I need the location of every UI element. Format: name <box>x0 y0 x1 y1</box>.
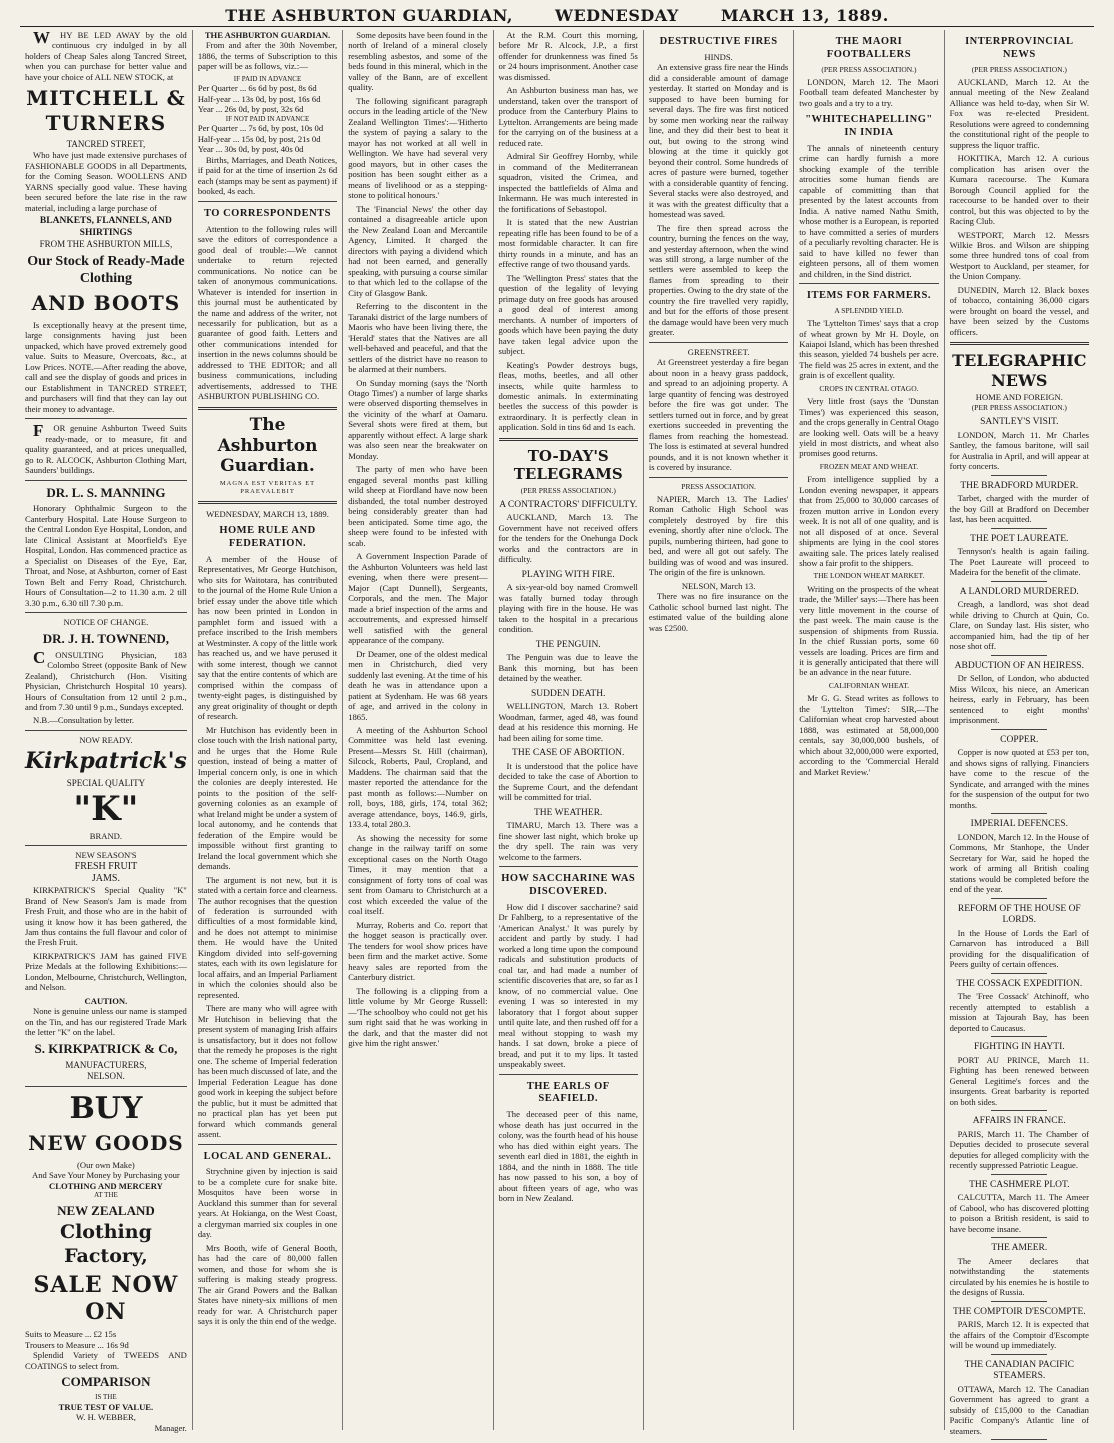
telegraphic-press: (PER PRESS ASSOCIATION.) <box>971 402 1067 412</box>
maori-body: LONDON, March 12. The Maori Football team defeated Manchester by two goals and a try to a try. <box>799 76 939 108</box>
rates-line: Half-year ... 15s 0d, by post, 21s 0d <box>197 133 321 144</box>
column-5-fires <box>644 30 794 1430</box>
ad-suits-price: Suits to Measure ... £2 15s <box>25 1329 117 1340</box>
column-2-editorial <box>193 30 343 1430</box>
ad-kirkpatrick: Kirkpatrick's <box>25 748 187 775</box>
column-3-news <box>343 30 493 1430</box>
ad-factory: Clothing Factory, <box>59 1221 152 1267</box>
telegraphic-item-head: COPPER. <box>1000 734 1039 745</box>
interprovincial-sub: (PER PRESS ASSOCIATION.) <box>971 64 1067 74</box>
telegram-head: PLAYING WITH FIRE. <box>521 569 615 580</box>
rates-line: Per Quarter ... 7s 6d, by post, 10s 0d <box>197 123 324 134</box>
ad-now-ready: NOW READY. <box>79 734 133 745</box>
ad-doctor-body: Honorary Ophthalmic Surgeon to the Canterbury Hospital. Late House Surgeon to the Central London Eye Hospital, London, and late Clinical Assistant at Moorfield's Eye Hospital, London. Has commenced practice as a Specialist on Diseases of the Eye, Ear, Throat, and Nose, at Ashburton, corner of East Town Belt and Ferry Road, Christchurch. Hours of Consultation—2 to 11.30 a.m. 2 till 3.30 p.m., 6.30 till 7.30 p.m. <box>25 503 187 608</box>
telegraphic-item-body: PARIS, March 12. It is expected that the affairs of the Comptoir d'Escompte will be wound up immediately. <box>949 1319 1089 1351</box>
ad-splendid: Splendid Variety of TWEEDS AND COATINGS to select from. <box>25 1350 187 1371</box>
ad-kirk-body: KIRKPATRICK'S Special Quality "K" Brand of New Season's Jam is made from Fresh Fruit, and those who are in the habit of using it know how it has been gathered, the Jam thus contains the full flavour and color of the Fresh Fruit. <box>25 885 187 948</box>
ad-street: TANCRED STREET, <box>66 139 146 150</box>
leader-para: A member of the House of Representatives, Mr George Hutchison, who sits for Waitotara, has contributed to the journal of the Home Rule Union a brief essay under the above title which has now been printed in London in pamphlet form and issued with a preface inscribed to the Irish members at Westminster. A copy of the little work has reached us, and we have perused it with some interest, though we cannot say that the entire contents of which are comprised within the compass of twenty-eight pages, is distinguished by any great originality of thought or depth of research. <box>197 554 338 722</box>
fires-sub: HINDS. <box>704 51 733 62</box>
greenstreet-body: At Greenstreet yesterday a fire began about noon in a heavy grass paddock, and spread to an adjoining property. A large quantity of fencing was destroyed before the fire was got under. The settlers turned out in force, and by great exertions succeeded in preventing the flames from reaching the homestead. The loss is estimated at several hundred pounds, and it is not known whether it is covered by insurance. <box>648 357 789 473</box>
ad-boots: AND BOOTS <box>31 291 181 316</box>
rates-intro: From and after the 30th November, 1886, the terms of Subscription to this paper will be as follows, viz.:— <box>197 40 338 72</box>
californian-title: CALIFORNIAN WHEAT. <box>828 680 910 690</box>
napier-body: NAPIER, March 13. The Ladies' Roman Catholic High School was completely destroyed by fire this evening, shortly after nine o'clock. The pupils, numbering thirteen, had gone to bed, and were all got out safely. The building was of wood and was insured. The origin of the fire is unknown. <box>648 493 789 578</box>
telegrams-press: (PER PRESS ASSOCIATION.) <box>520 485 616 495</box>
telegraphic-item-head: A LANDLORD MURDERED. <box>959 586 1079 597</box>
column-4-telegrams <box>494 30 644 1430</box>
telegram-body: TIMARU, March 13. There was a fine shower last night, which broke up the dry spell. The rain was very welcome to the farmers. <box>498 820 638 862</box>
news-para: Admiral Sir Geoffrey Hornby, while in command of the Mediterranean squadron, visited the Crimea, and inspected the battlefields of Alma and Inkermann. He was much interested in the fortifications of Sebastopol. <box>498 151 638 214</box>
telegram-body: The Penguin was due to leave the Bank this morning, but has been detained by the weather. <box>498 652 638 684</box>
rates-line: Year ... 30s 0d, by post, 40s 0d <box>197 144 304 155</box>
leader-para: The argument is not new, but it is stated with a certain force and clearness. The author recognises that the question of federation is surrounded with difficulties of a most formidable kind, and he does not attempt to minimise them. He would have the United Kingdom divided into self-governing states, each with its own legislature for local affairs, and an Imperial Parliament in which the colonies should also be represented. <box>197 874 338 1000</box>
fires-body: The fire then spread across the country, burning the fences on the way, and yesterday afternoon, when the wind was still strong, a large number of the settlers were assembled to keep the flames from spreading to their properties. Owing to the dry state of the country the fire travelled very rapidly, and but for the efforts of those present the damage would have been very much greater. <box>648 222 789 338</box>
press-association: PRESS ASSOCIATION. <box>681 481 756 491</box>
masthead <box>20 6 1094 27</box>
telegram-body: WELLINGTON, March 13. Robert Woodman, farmer, aged 48, was found dead at his residence this morning. He had been ailing for some time. <box>498 701 638 743</box>
news-para: As showing the necessity for some change in the railway tariff on some exceptional cases on the North Otago Times, it may mention that a consignment of forty tons of coal was sent from Oamaru to Christchurch at a cost which exceeded the value of the coal itself. <box>348 832 488 917</box>
ad-is-the: IS THE <box>95 1393 117 1402</box>
news-para: Murray, Roberts and Co. report that the hogget season is practically over. The tenders for wool show prices have been firm and the market active. Some heavy sales are reported from the Canterbury district. <box>348 919 488 983</box>
ad-blankets: BLANKETS, FLANNELS, AND SHIRTINGS <box>39 216 172 238</box>
news-para: Some deposits have been found in the north of Ireland of a mineral closely resembling asbestos, and some of the beds found in this mineral, which in the valley of the Bann, are of excellent quality. <box>348 30 488 93</box>
ad-season: NEW SEASON'S <box>75 850 137 861</box>
nelson-body: There was no fire insurance on the Catholic school burned last night. The estimated value of the building alone was £2500. <box>648 591 789 633</box>
ad-webber: W. H. WEBBER, <box>75 1412 136 1423</box>
masthead-date: MARCH 13, 1889. <box>720 6 889 25</box>
telegraphic-item-body: LONDON, March 12. In the House of Commons, Mr Stanhope, the Under Secretary for War, said he hoped the work of arming all British coaling stations would be completed before the end of the year. <box>949 831 1089 895</box>
news-para: Dr Deamer, one of the oldest medical men in Christchurch, died very suddenly last evening. At the time of his death he was in attendance upon a patient at Sydenham. He was 68 years of age, and arrived in the colony in 1865. <box>348 648 488 722</box>
telegraphic-item-body: Tennyson's health is again failing. The Poet Laureate will proceed to Madeira for the benefit of the climate. <box>949 546 1089 578</box>
paper-date: WEDNESDAY, MARCH 13, 1889. <box>206 508 329 519</box>
paper-name: The Ashburton Guardian. <box>217 414 318 477</box>
telegraphic-item-head: THE CASHMERE PLOT. <box>969 1179 1070 1190</box>
rates-title: THE ASHBURTON GUARDIAN. <box>204 30 331 40</box>
news-para: Referring to the discontent in the Taranaki district of the large numbers of Maoris who have been living there, the 'Herald' states that the Natives are all well-behaved and peaceful, and that the settlers of the district have no reason to be alarmed at their numbers. <box>348 301 488 375</box>
telegraphic-item-head: FIGHTING IN HAYTI. <box>973 1042 1065 1053</box>
telegraphic-item-head: THE BRADFORD MURDER. <box>960 480 1079 491</box>
farmers-title: ITEMS FOR FARMERS. <box>806 290 931 302</box>
news-para: The 'Financial News' the other day contained a disagreeable article upon the New Zealand Loan and Mercantile Agency, Limited. It charged the directors with paying a dividend which had not been earned, and generally speaking, with pursuing a course similar to that which led to the collapse of the City of Glasgow Bank. <box>348 203 488 298</box>
ad-buy: BUY <box>69 1090 143 1126</box>
ad-firm-name: MITCHELL & TURNERS <box>26 86 186 135</box>
telegraphic-title: TELEGRAPHIC NEWS <box>952 351 1087 390</box>
rates-line: Per Quarter ... 6s 6d by post, 8s 6d <box>197 83 317 94</box>
saccharine-body: How did I discover saccharine? said Dr Fahlberg, to a representative of the 'American Analyst.' It was purely by accident and partly by study. I had worked a long time upon the compound radicals and substitution products of coal tar, and had made a number of scientific discoveries that are, so far as I know, of no commercial value. One evening I was so interested in my laboratory that I forgot about supper until quite late, and then rushed off for a meal without stopping to wash my hands. I sat down, broke a piece of bread, and put it to my lips. It tasted unspeakably sweet. <box>498 901 638 1070</box>
whitechapel-body: The annals of nineteenth century crime can hardly furnish a more shocking example of the terrible atrocities some human fiends are capable of committing than that presented by the latest accounts from India. A native named Nathu Smith, whose mother is a European, is reported to have committed a series of murders of a peculiarly revolting character. He is said to have killed no fewer than eighteen persons, all of them women and children, in the Sind district. <box>799 142 939 279</box>
news-para: A meeting of the Ashburton School Committee was held last evening. Present—Messrs St. Hill (chairman), Silcock, Roberts, Paul, Cropland, and Maddens. The chairman said that the master reported the attendance for the past month as follows:—Number on roll, boys, 188, girls, 174, total 362; average attendance, boys, 146.9, girls, 133.4, total 280.3. <box>348 725 488 830</box>
telegraphic-list <box>950 417 1089 1440</box>
ad-comparison: COMPARISON <box>61 1374 151 1390</box>
rates-line: Year ... 26s 0d, by post, 32s 6d <box>197 104 304 115</box>
telegrams-title: TO-DAY'S TELEGRAMS <box>513 446 623 484</box>
telegraphic-item-body: The Ameer declares that notwithstanding the statements circulated by his enemies he is hostile to the designs of Russia. <box>949 1255 1089 1298</box>
ad-firm-body: Who have just made extensive purchases of FASHIONABLE GOODS in all Departments, for the Coming Season. WOOLLENS AND YARNS specially good value. These having been secured before the late rise in the raw material, including a large purchase of <box>25 150 187 213</box>
ad-save: And Save Your Money by Purchasing your <box>32 1170 180 1181</box>
news-para: The 'Wellington Press' states that the question of the legality of levying primage duty on free goods has aroused a good deal of interest among merchants. A number of importers of goods which have been paying the duty have taken legal advice upon the subject. <box>498 272 638 357</box>
ad-sale: SALE NOW ON <box>33 1271 179 1325</box>
ad-mills: FROM THE ASHBURTON MILLS, <box>39 239 173 250</box>
telegraphic-item-body: LONDON, March 11. Mr Charles Santley, the famous baritone, will sail for Australia in April, and will appear at forty concerts. <box>949 429 1089 472</box>
fires-title: DESTRUCTIVE FIRES <box>659 36 778 47</box>
telegraphic-item-body: Creagh, a landlord, was shot dead while driving to Church at Quin, Co. Clare, on Sunday last. His sister, who accompanied him, had the tip of her nose shot off. <box>949 599 1089 652</box>
column-1-advertisements <box>20 28 193 1433</box>
interprovincial-para: DUNEDIN, March 12. Black boxes of tobacco, containing 36,000 cigars were brought on board the vessel, and have been seized by the Customs officers. <box>949 284 1089 337</box>
leader-title: HOME RULE AND FEDERATION. <box>219 525 316 550</box>
news-para: At the R.M. Court this morning, before Mr R. Alcock, J.P., a first offender for drunkenness was fined 5s or 24 hours imprisonment. Another case was dismissed. <box>498 30 638 82</box>
leader-para: Mr Hutchison has evidently been in close touch with the Irish national party, and he urges that the Home Rule question, instead of being a matter of Imperial concern only, is one in which the colonies are deeply interested. He points to the position of the self-governing colonies as an example of what Ireland might be under a system of local autonomy, and he contends that federation of the Empire would be impossible without first granting to Ireland the local government which she demands. <box>197 724 338 872</box>
ad-kirk-company: S. KIRKPATRICK & Co, <box>34 1040 178 1056</box>
masthead-day: WEDNESDAY <box>555 6 679 25</box>
telegraphic-item-head: AFFAIRS IN FRANCE. <box>972 1116 1066 1127</box>
ad-doctor-name: DR. L. S. MANNING <box>46 484 166 500</box>
news-para: On Sunday morning (says the 'North Otago Times') a number of large sharks were observed disporting themselves in the vicinity of the wharf at Oamaru. Several shots were fired at them, but apparently without effect. A large shark was also seen near the breakwater on Monday. <box>348 377 488 461</box>
telegraphic-item-head: THE COSSACK EXPEDITION. <box>956 978 1083 989</box>
paper-motto: MAGNA EST VERITAS ET PRAEVALEBIT <box>219 480 316 495</box>
telegraphic-item-head: THE CANADIAN PACIFIC STEAMERS. <box>964 1359 1075 1382</box>
telegram-body: A six-year-old boy named Cromwell was fatally burned today through playing with fire in the house. He was taken to the hospital in a precarious condition. <box>498 582 638 635</box>
news-para: An Ashburton business man has, we understand, taken over the transport of produce from the Canterbury Plains to Lyttelton. Arrangements are being made for the carrying on of the business at a reduced rate. <box>498 85 638 148</box>
maori-sub: (PER PRESS ASSOCIATION.) <box>821 64 917 74</box>
rates-line: Half-year ... 13s 0d, by post, 16s 6d <box>197 93 321 104</box>
telegraphic-item-head: THE AMEER. <box>991 1243 1048 1254</box>
ad-manufacturers: MANUFACTURERS, <box>65 1059 147 1070</box>
telegraphic-item-body: In the House of Lords the Earl of Carnarvon has introduced a Bill providing for the disqualification of Peers guilty of certain offences. <box>949 927 1089 970</box>
ad-tweed: FOR genuine Ashburton Tweed Suits ready-made, or to measure, fit and quality guaranteed, and at prices unequalled, go to R. ALCOCK, Ashburton Clothing Mart, Saunders' buildings. <box>25 421 187 476</box>
telegraphic-item-body: The 'Free Cossack' Atchinoff, who recently attempted to establish a mission at Tajourah Bay, has been deported to Caucasus. <box>949 991 1089 1033</box>
interprovincial-para: AUCKLAND, March 12. At the annual meeting of the New Zealand Alliance was held to-day, when Sir W. Fox was re-elected President. Resolutions were agreed to condemning the constitutional right of the people to suppress the liquor traffic. <box>949 76 1089 150</box>
telegram-head: THE WEATHER. <box>534 807 603 818</box>
frozen-body: From intelligence supplied by a London evening newspaper, it appears that from 25,000 to 30,000 carcases of frozen mutton arrive in London every week. It is not all of one quality, and is not all disposed of at once. Several shipments are lying in the cool stores awaiting sale. The prices lately realised show a fair profit to the shippers. <box>799 474 939 568</box>
rates-not-advance-head: IF NOT PAID IN ADVANCE <box>225 114 310 123</box>
notice-change-title: NOTICE OF CHANGE. <box>63 617 149 628</box>
news-para: It is stated that the new Austrian repeating rifle has been found to be of a most formidable character. It can fire thirty rounds in a minute, and has an effective range of two thousand yards. <box>498 217 638 270</box>
ad-clothing: CLOTHING AND MERCERY <box>49 1180 163 1191</box>
leader-para: There are many who will agree with Mr Hutchison in believing that the present system of managing Irish affairs is unsatisfactory, but it does not follow that the remedy he proposes is the right one. The scheme of Imperial federation has been much discussed of late, and the Imperial Federation League has done good work in keeping the subject before the public, but it must be admitted that no practical plan has yet been put forward which commands general assent. <box>197 1003 338 1140</box>
telegraphic-item-head: REFORM OF THE HOUSE OF LORDS. <box>957 903 1081 926</box>
telegraphic-item-body: Copper is now quoted at £53 per ton, and shows signs of rallying. Financiers have come to the rescue of the Syndicate, and arranged with the mines for the suspension of the output for two months. <box>949 747 1089 810</box>
telegraphic-item-body: OTTAWA, March 12. The Canadian Government has agreed to grant a subsidy of £15,000 to the Canadian Pacific Company's Atlantic line of steamers. <box>949 1383 1089 1436</box>
ad-manager: Manager. <box>154 1422 187 1433</box>
telegraphic-sub: HOME AND FOREIGN. <box>975 392 1063 403</box>
interprovincial-para: WESTPORT, March 12. Messrs Wilkie Bros. and Wilson are shipping some three hundred tons of coal from Westport to Auckland, per steamer, for the Union Company. <box>949 229 1089 282</box>
ad-new-zealand: NEW ZEALAND <box>57 1202 155 1218</box>
news-para: The following significant paragraph occurs in the leading article of the 'New Zealand Wellington Times':—'Hitherto the system of paying a salary to the mayor has not worked at all well in Wellington. We have had several very good mayors, but in other cases the position has been sought either as a means of livelihood or as a stepping-stone to political honours.' <box>348 95 488 201</box>
correspondents-title: TO CORRESPONDENTS <box>203 207 332 219</box>
telegram-head: THE PENGUIN. <box>535 639 601 650</box>
telegraphic-item-body: Tarbet, charged with the murder of the boy Gill at Bradford on December last, has been acquitted. <box>949 493 1089 525</box>
newspaper-columns <box>20 28 1094 1436</box>
news-para: The following is a clipping from a little volume by Mr George Russell:—'The schoolboy who could not get his sum right said that he was working in the dark, and that the master did not give him the right answer.' <box>348 985 488 1049</box>
telegraphic-item-body: PARIS, March 11. The Chamber of Deputies decided to prosecute several deputies for alleged complicity with the recently suppressed Patriotic League. <box>949 1128 1089 1171</box>
interprovincial-title: INTERPROVINCIAL NEWS <box>965 36 1074 60</box>
wheat-market-title: THE LONDON WHEAT MARKET. <box>813 571 925 581</box>
rates-births: Births, Marriages, and Death Notices, if paid for at the time of insertion 2s 6d each (stamps may be sent as payment) if booked, 4s each. <box>197 154 338 197</box>
notice-change-nb: N.B.—Consultation by letter. <box>33 715 134 726</box>
news-para: A Government Inspection Parade of the Ashburton Volunteers was held last evening, when there were present—Major (Capt Dunnell), Sergeants, Corporals, and the men. The Major made a brief inspection of the arms and accoutrements, and expressed himself well satisfied with the general appearance of the company. <box>348 551 488 646</box>
crops-title: CROPS IN CENTRAL OTAGO. <box>819 383 919 393</box>
ad-jams: JAMS. <box>91 872 120 884</box>
telegraphic-item-head: THE POET LAUREATE. <box>970 533 1069 544</box>
column-7-telegraphic <box>945 30 1094 1436</box>
notice-change-body: CONSULTING Physician, 183 Colombo Street (opposite Bank of New Zealand), Christchurch (Hon. Visiting Physician, Christchurch Hospital 10 years). Hours of Consultation from 12 until 2 p.m., and from 7.30 until 9 p.m., Sundays excepted. <box>25 647 187 712</box>
telegram-head: A CONTRACTORS' DIFFICULTY. <box>499 499 638 510</box>
greenstreet-title: GREENSTREET. <box>687 346 750 357</box>
ad-stock-body: Is exceptionally heavy at the present time, large consignments having just been unpacked, which have proved extremely good value. Suits to Measure, Overcoats, &c., at Low Prices. NOTE.—After reading the above, call and see the display of goods and prices in our Establishment in TANCRED STREET, and purchasers will find that they can lay out their money to advantage. <box>25 319 187 414</box>
ad-caution-body: None is genuine unless our name is stamped on the Tin, and has our registered Trade Mark the letter "K" on the label. <box>25 1006 187 1038</box>
ad-stock-title: Our Stock of Ready-Made Clothing <box>27 254 185 287</box>
ad-nelson: NELSON. <box>87 1070 125 1081</box>
rates-advance-head: IF PAID IN ADVANCE <box>233 74 302 83</box>
ad-k-brand-mark: "K" <box>73 789 139 830</box>
correspondents-body: Attention to the following rules will save the editors of correspondence a good deal of trouble:—We cannot undertake to return rejected communications. No notice can be taken of anonymous communications. Whatever is intended for insertion in this journal must be authenticated by the name and address of the writer, not necessarily for publication, but as a guarantee of good faith. Letters and other communications intended for insertion in the news columns should be addressed to THE EDITOR; and all business communications, including advertisements, addressed to THE ASHBURTON PUBLISHING CO. <box>197 223 338 402</box>
crops-body: Very little frost (says the 'Dunstan Times') was experienced this season, and the crops generally in Central Otago are looking well. Oats will be a heavy yield in most districts, and wheat also promises good returns. <box>799 396 939 459</box>
earls-title: THE EARLS OF SEAFIELD. <box>526 1080 610 1105</box>
fires-body: An extensive grass fire near the Hinds did a considerable amount of damage yesterday. It started on Monday and is supposed to have been burning for several days. The fire was first noticed by some men working near the railway line, and they did their best to beat it out, but owing to the strong wind blowing at the time it quickly got beyond their control. Some hundreds of acres of pasture were burned, together with a considerable quantity of fencing. Several stacks were also destroyed, and it was with the greatest difficulty that a homestead was saved. <box>648 62 789 220</box>
telegraphic-item-body: PORT AU PRINCE, March 11. Fighting has been renewed between General Legitime's forces and the insurgents. Great barbarity is reported on both sides. <box>949 1054 1089 1107</box>
notice-change-name: DR. J. H. TOWNEND, <box>42 630 170 646</box>
local-general-para: Strychnine given by injection is said to be a complete cure for snake bite. Mosquitos have been worse in Auckland this summer than for several years. At Hokianga, on the West Coast, a clergyman married six couples in one day. <box>197 1166 338 1240</box>
ad-caution: CAUTION. <box>84 995 128 1006</box>
telegraphic-item-head: IMPERIAL DEFENCES. <box>970 819 1068 830</box>
ad-at-the: AT THE <box>94 1191 118 1200</box>
ad-brand: BRAND. <box>89 830 123 841</box>
telegram-body: AUCKLAND, March 13. The Government have not received offers for the tenders for the Onehunga Dock works and the contractors are in difficulty. <box>498 512 638 565</box>
telegraphic-item-head: ABDUCTION OF AN HEIRESS. <box>954 660 1084 671</box>
ad-fresh-fruit: FRESH FRUIT <box>74 860 138 872</box>
local-general-para: Mrs Booth, wife of General Booth, has had the care of 80,000 fallen women, and those for whom she is suffering is making steady progress. The air Grand Powers and the Balkan States have ninety-six millions of men ready for war. A Christchurch paper says it is only the thin end of the wedge. <box>197 1242 338 1327</box>
ad-kirk-body-2: KIRKPATRICK'S JAM has gained FIVE Prize Medals at the following Exhibitions:—London, Melbourne, Christchurch, Wellington, and Nelson. <box>25 950 187 993</box>
wheat-market-body: Writing on the prospects of the wheat trade, the 'Miller' says:—There has been very little movement in the course of the past week. The main cause is the suspension of shipments from Russia. In the chief Russian ports, some 60 vessels are loading. Prices are firm and it is generally anticipated that there will be an advance in the near future. <box>799 583 939 678</box>
telegraphic-item-body: CALCUTTA, March 11. The Ameer of Cabool, who has discovered plotting to poison a British resident, is said to have become insane. <box>949 1192 1089 1234</box>
frozen-title: FROZEN MEAT AND WHEAT. <box>819 461 919 471</box>
saccharine-title: HOW SACCHARINE WAS DISCOVERED. <box>501 873 636 898</box>
farmers-sub: A SPLENDID YIELD. <box>834 305 904 315</box>
ad-new-goods: NEW GOODS <box>28 1131 184 1156</box>
telegraphic-item-head: THE COMPTOIR D'ESCOMPTE. <box>952 1306 1086 1317</box>
farmers-body: The 'Lyttelton Times' says that a crop of wheat grown by Mr H. Doyle, on Kaiapoi Island, which has been threshed this season, yielded 74 bushels per acre. The field was 25 acres in extent, and the grain is of excellent quality. <box>799 318 939 381</box>
telegraphic-item-body: Dr Sellon, of London, who abducted Miss Wilcox, his niece, an American heiress, early in February, has been sentenced to eight months' imprisonment. <box>949 673 1089 726</box>
maori-title: THE MAORI FOOTBALLERS <box>826 36 912 60</box>
masthead-title: THE ASHBURTON GUARDIAN, <box>225 6 513 25</box>
nelson-title: NELSON, March 13. <box>681 580 756 591</box>
interprovincial-para: HOKITIKA, March 12. A curious complication has arisen over the Kumara racecourse. The Kumara Borough Council applied for the racecourse to be handed over to their control, but this was objected to by the Racing Club. <box>949 153 1089 227</box>
ad-intro: WHY BE LED AWAY by the old continuous cry indulged in by all holders of Cheap Sales along Tancred Street, when you can purchase for better value and have your choice of ALL NEW STOCK, at <box>25 28 187 82</box>
local-general-title: LOCAL AND GENERAL. <box>203 1150 332 1162</box>
news-para: Keating's Powder destroys bugs, fleas, moths, beetles, and all other insects, while quite harmless to domestic animals. In exterminating beetles the success of this powder is extraordinary. It is perfectly clean in application. Sold in tins 6d and 1s each. <box>498 359 638 433</box>
telegram-head: SUDDEN DEATH. <box>531 688 606 699</box>
ad-trousers-price: Trousers to Measure ... 16s 9d <box>25 1339 129 1350</box>
californian-body: Mr G. G. Stead writes as follows to the 'Lyttelton Times': SIR,—The Californian wheat crop harvested about 1888, was estimated at 58,000,000 centals, say 30,000,000 bushels, of which about 32,000,000 were exported, according to the 'Commercial Herald and Market Review.' <box>799 693 939 777</box>
earls-body: The deceased peer of this name, whose death has just occurred in the colony, was the fourth head of his house who has died within eight years. The seventh earl died in 1881, the eighth in 1884, and the ninth in 1888. The title has now passed to his son, a boy of about fifteen years of age, who was born in New Zealand. <box>498 1109 638 1204</box>
column-6-farmers <box>794 30 944 1430</box>
news-para: The party of men who have been engaged several months past killing wild sheep at Fiordland have now been disbanded, the total number destroyed being considerably greater than had been anticipated. Some time ago, the sheep were found to be infested with scab. <box>348 464 488 548</box>
ad-true-test: TRUE TEST OF VALUE. <box>58 1401 154 1412</box>
telegraphic-item-head: SANTLEY'S VISIT. <box>980 417 1059 428</box>
telegram-head: THE CASE OF ABORTION. <box>512 748 625 759</box>
telegram-body: It is understood that the police have decided to take the case of Abortion to the Supreme Court, and the defendant will be committed for trial. <box>498 760 638 803</box>
whitechapel-title: "WHITECHAPELLING" IN INDIA <box>805 114 933 138</box>
ad-own-make: (Our own Make) <box>77 1159 135 1170</box>
ad-special-quality: SPECIAL QUALITY <box>66 778 146 789</box>
